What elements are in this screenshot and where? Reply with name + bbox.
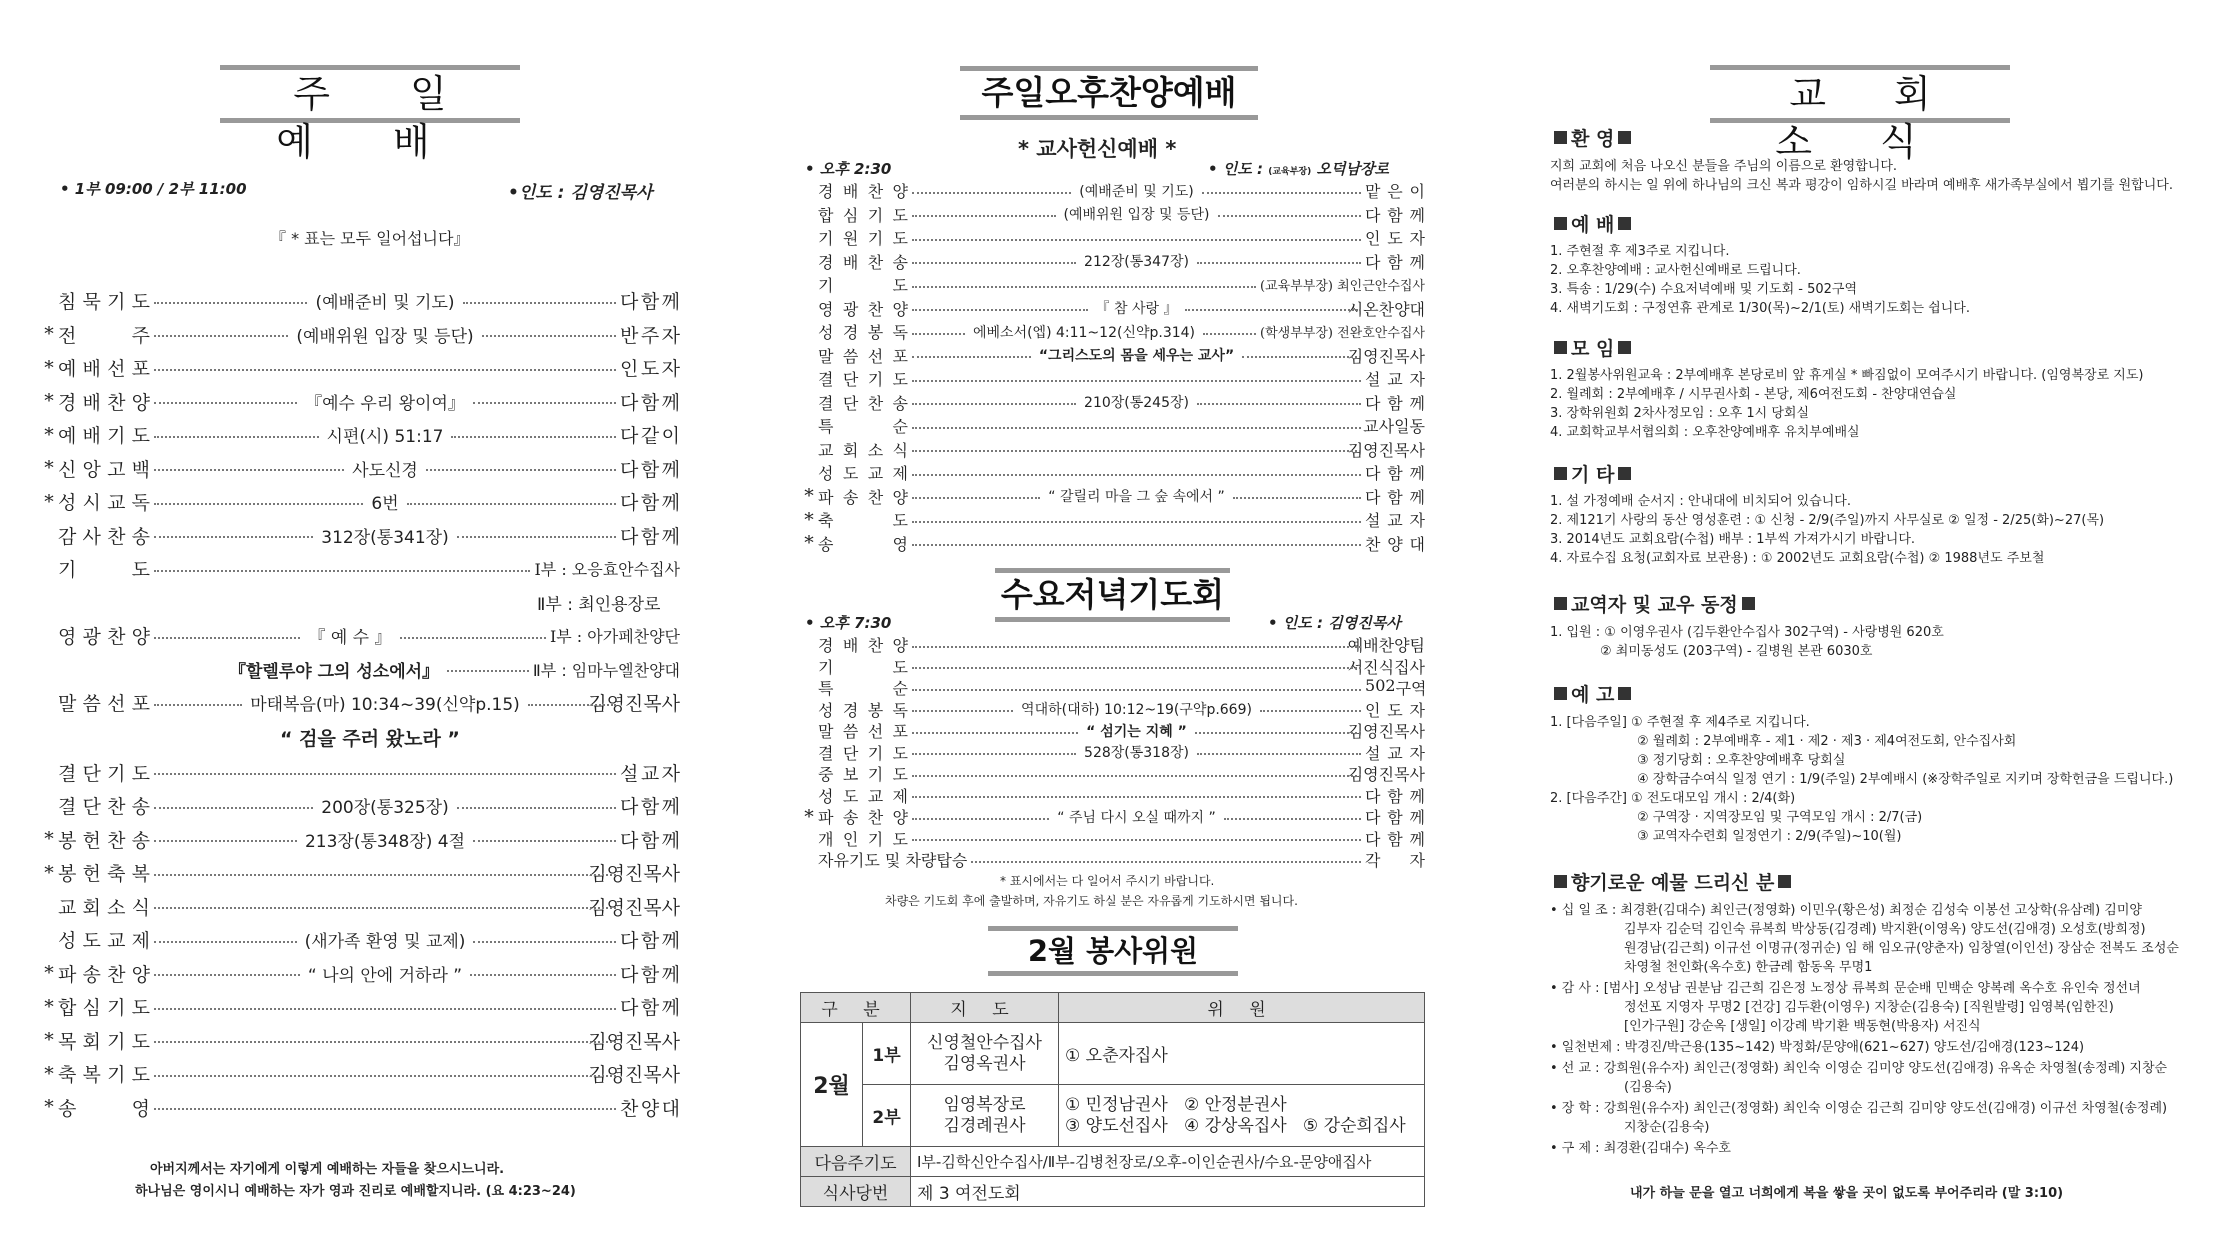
square-icon	[1554, 467, 1567, 480]
section-offerings: 향기로운 예물 드리신 분	[1550, 868, 1795, 895]
order-label: 봉 헌 찬 송	[58, 829, 150, 852]
preview-line-4: ④ 장학금수여식 일정 연기 : 1/9(주일) 2부예배시 (※장학주일로 지키며 장학헌금을 드립니다.)	[1637, 772, 2174, 787]
preview-line-6: ② 구역장 · 지역장모임 및 구역모임 개시 : 2/7(금)	[1637, 810, 1923, 825]
order-person: 설 교 자	[1365, 370, 1425, 389]
order-person: Ⅰ부 : 오응효안수집사	[534, 560, 680, 579]
order-person: 교사일동	[1363, 417, 1425, 436]
order-detail: 사도신경	[348, 456, 422, 481]
order-person: 다 함 께	[620, 930, 680, 952]
order-row	[800, 533, 1425, 554]
order-label: 결 단 찬 송	[58, 796, 150, 818]
order-detail: “ 주님 다시 오실 때까지 ”	[1053, 807, 1219, 827]
order-label: 결 단 기 도	[818, 370, 908, 389]
standing-mark: *	[804, 508, 814, 531]
order-detail: (예배준비 및 기도)	[1075, 181, 1198, 201]
order-person: 다 함 께	[1365, 808, 1426, 827]
order-row	[800, 509, 1425, 530]
standing-mark: *	[44, 962, 54, 984]
order-label: 결 단 기 도	[58, 762, 150, 785]
order-label: 특 순	[818, 417, 908, 436]
offering-line-1: • 십 일 조 : 최경환(김대수) 최인근(정영화) 이민우(황은성) 최정순 김성숙 이봉선 고상학(유삼례) 김미양	[1550, 903, 2142, 918]
order-row	[40, 452, 680, 485]
square-icon	[1618, 341, 1631, 354]
order-label: 파 송 찬 양	[58, 963, 150, 986]
order-label: 침 묵 기 도	[58, 291, 150, 313]
order-person: (교육부부장) 최인근안수집사	[1260, 279, 1425, 294]
order-person: 인 도 자	[620, 358, 680, 380]
order-label: 기 도	[58, 559, 150, 581]
order-person: 다 함 께	[1365, 393, 1426, 413]
order-label: 기 도	[818, 276, 908, 295]
order-person: 설 교 자	[1365, 511, 1425, 530]
section-worship: 예 배	[1550, 210, 1635, 237]
order-detail: “그리스도의 몸을 세우는 교사”	[1035, 345, 1238, 365]
order-row	[800, 180, 1425, 201]
offering-line-8: • 일천번제 : 박경진/박근용(135~142) 박정화/문양애(621~627) 양도선/김애경(123~124)	[1550, 1040, 2085, 1055]
order-detail: 210장(통245장)	[1080, 392, 1193, 412]
table-part-2: 2부	[863, 1085, 911, 1147]
order-row	[40, 385, 680, 418]
offering-line-3: 원경남(김근희) 이규선 이명규(정귀순) 임 해 임오규(양춘자) 임창열(이인선) 장삼순 전복도 조성순	[1624, 941, 2179, 956]
order-detail: (예배위원 입장 및 등단)	[292, 322, 477, 347]
order-person: 다 같 이	[620, 425, 680, 447]
order-row	[40, 923, 680, 956]
order-person: Ⅰ부 : 아가페찬양단	[549, 627, 681, 646]
afternoon-time: • 오후 2:30	[805, 160, 892, 178]
wednesday-leader: • 인도 : 김영진목사	[1268, 614, 1401, 632]
worship-line-1: 1. 주현절 후 제3주로 지킵니다.	[1550, 244, 1730, 259]
order-label: 성 경 봉 독	[818, 700, 908, 720]
order-row	[800, 634, 1425, 655]
order-row	[800, 415, 1425, 436]
order-row	[40, 418, 680, 451]
order-person: 다 함 께	[1365, 829, 1425, 849]
table-header-leader: 지 도	[911, 993, 1059, 1023]
table-header-division: 구 분	[801, 993, 911, 1023]
order-label: 축 복 기 도	[58, 1064, 150, 1086]
order-person: 예배찬양팀	[1347, 636, 1425, 655]
order-row	[800, 677, 1425, 698]
standing-mark: *	[804, 485, 814, 507]
order-person: 다 함 께	[620, 963, 680, 986]
order-label: 경 배 찬 양	[58, 391, 150, 414]
order-label: 특 순	[818, 679, 908, 698]
preview-line-3: ③ 정기당회 : 오후찬양예배후 당회실	[1637, 753, 1846, 768]
order-row	[800, 368, 1425, 389]
order-person: 다 함 께	[1365, 487, 1426, 507]
next-prayer-label: 다음주기도	[801, 1147, 911, 1177]
order-label: 말 씀 선 포	[818, 346, 908, 366]
order-row	[800, 763, 1425, 784]
order-label: 영 광 찬 양	[818, 299, 908, 319]
order-row	[40, 856, 680, 889]
closing-verse-line-1: 아버지께서는 자기에게 이렇게 예배하는 자들을 찾으시느니라.	[150, 1162, 505, 1177]
order-row	[800, 699, 1425, 720]
meeting-line-1: 1. 2월봉사위원교육 : 2부예배후 본당로비 앞 휴게실 * 빠짐없이 모여주시기 바랍니다. (임영복장로 지도)	[1550, 368, 2144, 383]
order-row	[800, 298, 1425, 319]
afternoon-worship-title: 주일오후찬양예배	[960, 66, 1258, 120]
order-label: 기 원 기 도	[818, 229, 908, 248]
square-icon	[1554, 875, 1567, 888]
order-row	[40, 756, 680, 789]
preview-line-1: 1. [다음주일] ① 주현절 후 제4주로 지킵니다.	[1550, 715, 1810, 730]
preview-line-7: ③ 교역자수련회 일정연기 : 2/9(주일)~10(월)	[1637, 829, 1902, 844]
order-label: 예 배 선 포	[58, 358, 150, 380]
order-detail: 역대하(대하) 10:12~19(구약p.669)	[1017, 699, 1256, 719]
table-part-2-members: ① 민정남권사 ② 안정분권사 ③ 양도선집사 ④ 강상옥집사 ⑤ 강순희집사	[1059, 1085, 1425, 1147]
meeting-line-3: 3. 장학위원회 2차사정모임 : 오후 1시 당회실	[1550, 406, 1810, 421]
order-person: 다 함 께	[620, 796, 680, 818]
offering-line-11: • 장 학 : 강희원(유수자) 최인근(정영화) 최인숙 이영순 김근희 김미양 양도선(김애경) 이규선 차영철(송정례)	[1550, 1101, 2168, 1116]
order-label: 송 영	[818, 534, 908, 554]
order-label: 교 회 소 식	[818, 440, 908, 460]
standing-mark: *	[44, 1062, 54, 1085]
order-label: 예 배 기 도	[58, 425, 150, 447]
order-row	[40, 619, 680, 652]
order-detail: 에베소서(엡) 4:11~12(신약p.314)	[969, 322, 1199, 342]
order-person: 설 교 자	[1365, 743, 1426, 763]
order-row	[40, 519, 680, 552]
order-detail: 312장(통341장)	[317, 523, 452, 548]
order-person: 다 함 께	[1365, 252, 1426, 272]
order-row	[800, 486, 1425, 507]
order-person: 찬 양 대	[1365, 534, 1425, 554]
offering-line-6: 정선포 지영자 무명2 [건강] 김두환(이영우) 지창순(김용숙) [직원발령] 임영복(임한진)	[1624, 1000, 2114, 1015]
wednesday-prayer-title: 수요저녁기도회	[995, 568, 1230, 622]
service-time: • 1부 09:00 / 2부 11:00	[60, 180, 247, 198]
order-label: 합 심 기 도	[818, 205, 908, 225]
order-row	[40, 351, 680, 384]
worship-line-2: 2. 오후찬양예배 : 교사헌신예배로 드립니다.	[1550, 263, 1801, 278]
order-detail: 200장(통325장)	[317, 793, 452, 818]
square-icon	[1554, 131, 1567, 144]
section-staff-news: 교역자 및 교우 동정	[1550, 590, 1759, 617]
standing-mark: *	[44, 457, 54, 479]
order-person: 서진식집사	[1347, 657, 1425, 677]
welcome-line-2: 여러분의 하시는 일 위에 하나님의 크신 복과 평강이 임하시길 바라며 예배후 새가족부실에서 뵙기를 원합니다.	[1550, 178, 2173, 193]
table-part-2-leaders: 임영복장로 김경례권사	[911, 1085, 1059, 1147]
order-row	[40, 1091, 680, 1124]
standing-mark: *	[44, 423, 54, 446]
square-icon	[1554, 217, 1567, 230]
order-row	[800, 785, 1425, 806]
meeting-line-4: 4. 교회학교부서협의회 : 오후찬양예배후 유치부예배실	[1550, 425, 1860, 440]
order-label: 경 배 찬 양	[818, 182, 908, 201]
order-row	[800, 720, 1425, 741]
order-detail: 6번	[367, 489, 402, 514]
standing-mark: *	[44, 390, 54, 412]
praise-part-2: 『할렐루야 그의 성소에서』 Ⅱ부 : 임마누엘찬양대	[40, 653, 680, 686]
afternoon-worship-column	[800, 0, 1430, 1240]
table-part-1-leaders: 신영철안수집사 김영옥권사	[911, 1023, 1059, 1085]
offering-line-7: [인가구원] 강순옥 [생일] 이강례 박기환 백동현(박용자) 서진식	[1624, 1019, 1981, 1034]
order-row	[800, 345, 1425, 366]
preview-line-5: 2. [다음주간] ① 전도대모임 개시 : 2/4(화)	[1550, 791, 1796, 806]
order-label: 개 인 기 도	[818, 829, 908, 849]
order-label: 성 도 교 제	[818, 464, 908, 483]
etc-line-1: 1. 설 가정예배 순서지 : 안내대에 비치되어 있습니다.	[1550, 494, 1852, 509]
sunday-worship-column	[40, 0, 690, 1240]
order-label: 경 배 찬 양	[818, 636, 908, 655]
standing-mark: *	[804, 532, 814, 554]
etc-line-2: 2. 제121기 사랑의 동산 영성훈련 : ① 신청 - 2/9(주일)까지 사무실로 ② 일정 - 2/25(화)~27(목)	[1550, 513, 2105, 528]
preview-line-2: ② 월례회 : 2부예배후 - 제1 · 제2 · 제3 · 제4여전도회, 안수집사회	[1637, 734, 2017, 749]
order-person: 김영진목사	[588, 1064, 680, 1086]
order-label: 합 심 기 도	[58, 997, 150, 1019]
order-row	[40, 890, 680, 923]
order-person: 다 함 께	[620, 458, 680, 481]
section-etc: 기 타	[1550, 460, 1635, 487]
order-row	[40, 789, 680, 822]
order-person: 각 자	[1365, 851, 1425, 870]
order-person: 다 함 께	[620, 997, 680, 1019]
order-person: (학생부부장) 전완호안수집사	[1260, 326, 1425, 341]
order-person: 김영진목사	[1347, 346, 1425, 366]
staff-news-line-1: 1. 입원 : ① 이영우권사 (김두환안수집사 302구역) - 사랑병원 620호	[1550, 625, 1944, 640]
order-person: 김영진목사	[1347, 765, 1425, 784]
order-row	[40, 686, 680, 719]
order-row	[800, 849, 1425, 870]
square-icon	[1554, 341, 1567, 354]
order-label: 경 배 찬 송	[818, 252, 908, 272]
order-person: 다 함 께	[620, 829, 680, 852]
table-part-1: 1부	[863, 1023, 911, 1085]
order-detail: 시편(시) 51:17	[323, 422, 448, 447]
worship-line-3: 3. 특송 : 1/29(수) 수요저녁예배 및 기도회 - 502구역	[1550, 282, 1858, 297]
order-row	[800, 742, 1425, 763]
meal-duty-value: 제 3 여전도회	[911, 1177, 1425, 1207]
table-header-members: 위 원	[1059, 993, 1425, 1023]
order-row	[40, 284, 680, 317]
order-label: 파 송 찬 양	[818, 487, 908, 507]
order-row	[40, 318, 680, 351]
order-label: 감 사 찬 송	[58, 525, 150, 548]
square-icon	[1618, 217, 1631, 230]
church-news-title: 교 회 소 식	[1710, 65, 2010, 123]
order-person: 김영진목사	[1347, 440, 1425, 460]
order-row	[40, 1024, 680, 1057]
order-row	[800, 828, 1425, 849]
square-icon	[1618, 131, 1631, 144]
order-row	[800, 251, 1425, 272]
order-person: 다 함 께	[620, 391, 680, 414]
order-label: 성 도 교 제	[58, 930, 150, 952]
order-label: 파 송 찬 양	[818, 808, 908, 827]
order-row	[40, 957, 680, 990]
order-person: 김영진목사	[1347, 722, 1425, 741]
order-detail: “ 나의 안에 거하라 ”	[304, 961, 466, 986]
order-row	[800, 274, 1425, 295]
order-row	[40, 552, 680, 585]
order-label: 말 씀 선 포	[58, 693, 150, 715]
welcome-line-1: 지희 교회에 처음 나오신 분들을 주님의 이름으로 환영합니다.	[1550, 159, 1898, 174]
church-news-column	[1550, 0, 2180, 1240]
square-icon	[1778, 875, 1791, 888]
order-row	[800, 204, 1425, 225]
standing-mark: *	[44, 490, 54, 513]
order-person: 5 0 2 구 역	[1365, 676, 1427, 698]
section-welcome: 환 영	[1550, 124, 1635, 151]
table-month: 2월	[801, 1023, 863, 1147]
order-row	[800, 439, 1425, 460]
order-detail: “ 섬기는 지혜 ”	[1082, 721, 1191, 741]
meal-duty-label: 식사당번	[801, 1177, 911, 1207]
order-label: 결 단 찬 송	[818, 393, 908, 413]
order-detail: (예배준비 및 기도)	[311, 288, 458, 313]
order-person: 반 주 자	[620, 324, 680, 347]
order-label: 기 도	[818, 657, 908, 677]
square-icon	[1618, 467, 1631, 480]
offering-line-13: • 구 제 : 최경환(김대수) 옥수호	[1550, 1141, 1731, 1156]
sunday-worship-title: 주 일 예 배	[220, 65, 520, 123]
order-row	[40, 990, 680, 1023]
order-label: 결 단 기 도	[818, 743, 908, 763]
order-detail: 213장(통348장) 4절	[301, 827, 469, 852]
etc-line-3: 3. 2014년도 교회요람(수첩) 배부 : 1부씩 가져가시기 바랍니다.	[1550, 532, 1916, 547]
square-icon	[1742, 597, 1755, 610]
section-preview: 예 고	[1550, 680, 1635, 707]
sermon-title: “ 검을 주러 왔노라 ”	[280, 727, 460, 750]
standing-mark: *	[44, 995, 54, 1018]
service-leader: •인도 : 김영진목사	[508, 183, 653, 203]
prayer-part-2: Ⅱ부 : 최인용장로	[537, 594, 661, 615]
standing-mark: *	[44, 1096, 54, 1118]
order-row	[800, 462, 1425, 483]
standing-mark: *	[44, 861, 54, 884]
order-label: 성 경 봉 독	[818, 323, 908, 342]
offering-line-12: 지창순(김용숙)	[1624, 1120, 1710, 1135]
order-detail: “ 갈릴리 마을 그 숲 속에서 ”	[1044, 486, 1228, 506]
square-icon	[1554, 687, 1567, 700]
order-label: 영 광 찬 양	[58, 626, 150, 648]
offering-line-10: (김용숙)	[1624, 1080, 1672, 1095]
table-part-1-members: ① 오춘자집사	[1059, 1023, 1425, 1085]
standing-mark: *	[44, 356, 54, 379]
square-icon	[1618, 687, 1631, 700]
order-row	[800, 806, 1425, 827]
order-detail: 『 예 수 』	[304, 623, 395, 648]
standing-mark: *	[44, 1029, 54, 1051]
order-label: 중 보 기 도	[818, 765, 908, 784]
closing-verse-line-2: 하나님은 영이시니 예배하는 자가 영과 진리로 예배할지니라. (요 4:23~24)	[135, 1184, 576, 1199]
order-person: 인 도 자	[1365, 229, 1425, 248]
order-person: 김영진목사	[588, 693, 680, 715]
order-row	[40, 485, 680, 518]
offering-line-9: • 선 교 : 강희원(유수자) 최인근(정영화) 최인숙 이영순 김미양 양도선(김애경) 유옥순 차영철(송정례) 지창순	[1550, 1061, 2168, 1076]
order-row	[800, 227, 1425, 248]
vehicle-note: 차량은 기도회 후에 출발하며, 자유기도 하실 분은 자유롭게 기도하시면 됩니다.	[885, 894, 1298, 908]
standing-mark: *	[804, 805, 814, 828]
etc-line-4: 4. 자료수집 요청(교회자료 보관용) : ① 2002년도 교회요람(수첩) ② 1988년도 주보철	[1550, 551, 2045, 566]
standing-note-2: * 표시에서는 다 일어서 주시기 바랍니다.	[1000, 874, 1215, 888]
volunteer-table	[800, 992, 1425, 1207]
order-person: 시온찬양대	[1347, 299, 1425, 319]
order-row	[800, 321, 1425, 342]
order-label: 목 회 기 도	[58, 1030, 150, 1053]
order-person: 찬 양 대	[620, 1097, 680, 1120]
order-row	[40, 1057, 680, 1090]
order-detail: 『 참 사랑 』	[1092, 298, 1182, 318]
order-label: 교 회 소 식	[58, 896, 150, 919]
order-person: 김영진목사	[588, 1030, 680, 1053]
section-meeting: 모 임	[1550, 334, 1635, 361]
wednesday-time: • 오후 7:30	[805, 614, 892, 632]
order-person: 다 함 께	[620, 525, 680, 548]
standing-note: 『 * 표는 모두 일어섭니다』	[270, 229, 470, 248]
offering-line-2: 김부자 김순덕 김인숙 류복희 박상동(김경례) 박지환(이영옥) 양도선(김애경) 오성호(방희정)	[1624, 922, 2146, 937]
order-person: 다 함 께	[1365, 464, 1425, 483]
order-person: 다 함 께	[620, 291, 680, 313]
order-detail: (예배위원 입장 및 등단)	[1060, 204, 1214, 224]
order-row	[800, 392, 1425, 413]
february-volunteers-title: 2월 봉사위원	[988, 926, 1238, 976]
order-person: 김영진목사	[588, 896, 680, 919]
order-label: 축 도	[818, 511, 908, 530]
order-detail: 528장(통318장)	[1080, 742, 1193, 762]
order-label: 송 영	[58, 1097, 150, 1120]
meeting-line-2: 2. 월례회 : 2부예배후 / 시무권사회 - 본당, 제6여전도회 - 찬양대연습실	[1550, 387, 1957, 402]
order-person: 다 함 께	[1365, 786, 1425, 806]
order-person: 맡 은 이	[1365, 182, 1425, 201]
worship-line-4: 4. 새벽기도회 : 구정연휴 관계로 1/30(목)~2/1(토) 새벽기도회는 쉽니다.	[1550, 301, 1970, 316]
order-label: 성 도 교 제	[818, 786, 908, 806]
order-detail: 212장(통347장)	[1080, 251, 1193, 271]
afternoon-leader: • 인도 : (교육부장) 오덕남장로	[1208, 160, 1389, 178]
order-label: 말 씀 선 포	[818, 722, 908, 741]
order-person: 설 교 자	[620, 762, 680, 785]
order-detail: 『예수 우리 왕이여』	[301, 389, 469, 414]
order-row	[800, 656, 1425, 677]
afternoon-subtitle: * 교사헌신예배 *	[1018, 137, 1177, 161]
order-label: 봉 헌 축 복	[58, 863, 150, 885]
order-person: 다 함 께	[620, 492, 680, 514]
order-row	[40, 823, 680, 856]
order-label: 신 앙 고 백	[58, 458, 150, 481]
order-person: 인 도 자	[1365, 700, 1426, 720]
staff-news-line-2: ② 최미동성도 (203구역) - 길병원 본관 6030호	[1600, 644, 1873, 659]
order-person: 김영진목사	[588, 863, 680, 885]
standing-mark: *	[44, 323, 54, 345]
offering-line-5: • 감 사 : [범사] 오성남 권분남 김근희 김은정 노정상 류복희 문순배 민백순 양복례 옥수호 유인숙 정선녀	[1550, 981, 2141, 996]
next-prayer-value: Ⅰ부-김학신안수집사/Ⅱ부-김병천장로/오후-이인순권사/수요-문양애집사	[911, 1147, 1425, 1177]
order-detail: (새가족 환영 및 교제)	[301, 927, 470, 952]
order-label: 전 주	[58, 324, 150, 347]
order-label: 성 시 교 독	[58, 492, 150, 514]
square-icon	[1554, 597, 1567, 610]
order-label: 자유기도 및 차량탑승	[818, 851, 968, 870]
standing-mark: *	[44, 828, 54, 850]
offering-line-4: 차영철 천인화(옥수호) 한금례 함동옥 무명1	[1624, 960, 1873, 975]
order-person: 다 함 께	[1365, 205, 1425, 225]
order-detail: 마태복음(마) 10:34~39(신약p.15)	[246, 690, 524, 715]
closing-verse: 내가 하늘 문을 열고 너희에게 복을 쌓을 곳이 없도록 부어주리라 (말 3:10)	[1630, 1186, 2064, 1201]
